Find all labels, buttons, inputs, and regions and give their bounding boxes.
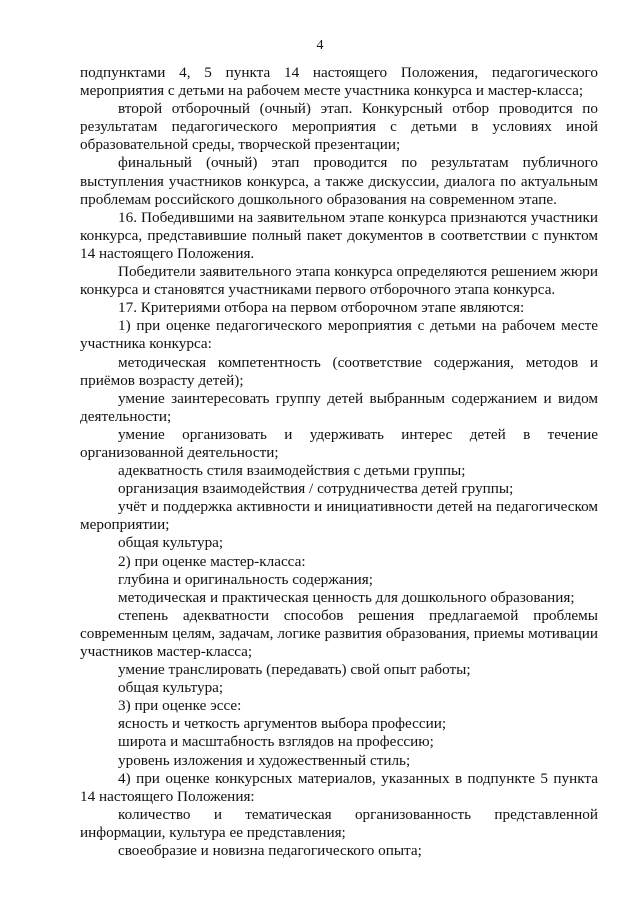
paragraph: общая культура; <box>118 534 224 552</box>
paragraph: 2) при оценке мастер-класса: <box>118 552 306 570</box>
paragraph: адекватность стиля взаимодействия с детьми группы; <box>118 462 466 480</box>
paragraph: общая культура; <box>118 679 224 697</box>
paragraph: умение транслировать (передавать) свой опыт работы; <box>118 661 471 679</box>
paragraph: глубина и оригинальность содержания; <box>118 570 373 588</box>
paragraph: учёт и поддержка активности и инициативности детей на педагогическом мероприятии; <box>80 498 598 534</box>
paragraph: Победители заявительного этапа конкурса определяются решением жюри конкурса и становятся участниками первого отборочного этапа конкурса. <box>80 263 598 299</box>
paragraph: методическая компетентность (соответствие содержания, методов и приёмов возрасту детей); <box>80 353 598 389</box>
paragraph: уровень изложения и художественный стиль; <box>118 751 411 769</box>
paragraph: методическая и практическая ценность для дошкольного образования; <box>118 588 575 606</box>
paragraph: 3) при оценке эссе: <box>118 697 242 715</box>
paragraph: количество и тематическая организованность представленной информации, культура ее представления; <box>80 805 598 841</box>
paragraph: финальный (очный) этап проводится по результатам публичного выступления участников конкурса, а также дискуссии, диалога по актуальным проблемам российского дошкольного образования на современном этапе. <box>80 154 598 208</box>
paragraph: степень адекватности способов решения предлагаемой проблемы современным целям, задачам, логике развития образования, приемы мотивации участников мастер-класса; <box>80 606 598 660</box>
paragraph: широта и масштабность взглядов на профессию; <box>118 733 434 751</box>
paragraph: умение заинтересовать группу детей выбранным содержанием и видом деятельности; <box>80 389 598 425</box>
paragraph: 4) при оценке конкурсных материалов, указанных в подпункте 5 пункта 14 настоящего Положения: <box>80 769 598 805</box>
paragraph: умение организовать и удерживать интерес детей в течение организованной деятельности; <box>80 425 598 461</box>
paragraph: 1) при оценке педагогического мероприятия с детьми на рабочем месте участника конкурса: <box>80 317 598 353</box>
paragraph: своеобразие и новизна педагогического опыта; <box>118 842 422 860</box>
paragraph: ясность и четкость аргументов выбора профессии; <box>118 715 447 733</box>
paragraph: 17. Критериями отбора на первом отборочном этапе являются: <box>118 299 525 317</box>
paragraph: второй отборочный (очный) этап. Конкурсный отбор проводится по результатам педагогического мероприятия с детьми в условиях иной образовательной среды, творческой презентации; <box>80 100 598 154</box>
page-number: 4 <box>316 38 324 53</box>
document-body <box>80 64 598 860</box>
paragraph: подпунктами 4, 5 пункта 14 настоящего Положения, педагогического мероприятия с детьми на рабочем месте участника конкурса и мастер-класса; <box>80 64 598 100</box>
paragraph: организация взаимодействия / сотрудничества детей группы; <box>118 480 514 498</box>
paragraph: 16. Победившими на заявительном этапе конкурса признаются участники конкурса, представившие полный пакет документов в соответствии с пунктом 14 настоящего Положения. <box>80 208 598 262</box>
